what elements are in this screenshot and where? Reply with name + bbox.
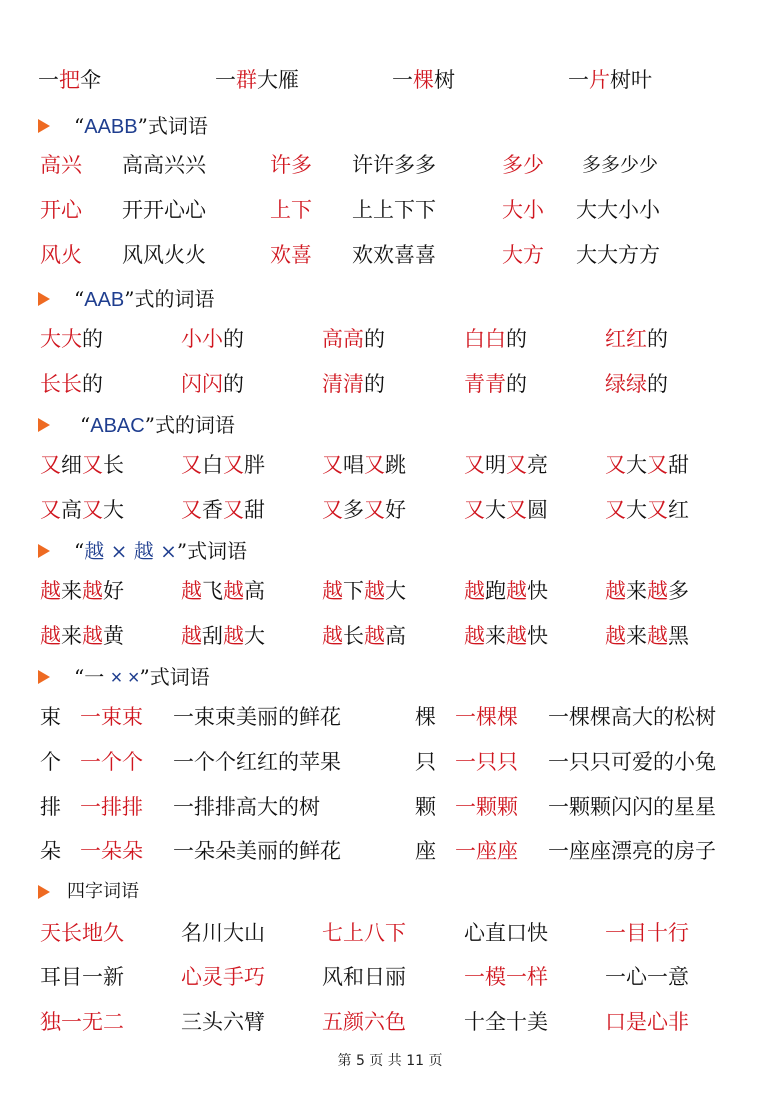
triangle-bullet-icon bbox=[38, 544, 50, 558]
aabb-row: 风火 风风火火 欢喜 欢欢喜喜 大方 大大方方 bbox=[40, 243, 660, 267]
triangle-bullet-icon bbox=[38, 292, 50, 306]
triangle-bullet-icon bbox=[38, 119, 50, 133]
yixx-row: 排 一排排 一排排高大的树 颗 一颗颗 一颗颗闪闪的星星 bbox=[40, 795, 716, 819]
section-heading-yixx: “一 × ×”式词语 bbox=[0, 663, 780, 691]
yixx-row: 个 一个个 一个个红红的苹果 只 一只只 一只只可爱的小兔 bbox=[40, 750, 716, 774]
page-number-footer: 第 5 页 共 11 页 bbox=[337, 1053, 443, 1069]
abac-row: 又高又大 又香又甜 又多又好 又大又圆 又大又红 bbox=[40, 498, 689, 522]
triangle-bullet-icon bbox=[38, 670, 50, 684]
triangle-bullet-icon bbox=[38, 885, 50, 899]
aab-row: 长长的 闪闪的 清清的 青青的 绿绿的 bbox=[40, 372, 668, 396]
aab-row: 大大的 小小的 高高的 白白的 红红的 bbox=[40, 327, 668, 351]
measure-word: 一群大雁 bbox=[215, 68, 299, 92]
measure-word: 一片树叶 bbox=[568, 68, 652, 92]
yue-row: 越来越黄 越刮越大 越长越高 越来越快 越来越黑 bbox=[40, 624, 689, 648]
measure-word: 一棵树 bbox=[392, 68, 455, 92]
section-heading-aabb: “AABB”式词语 bbox=[0, 112, 780, 140]
triangle-bullet-icon bbox=[38, 418, 50, 432]
sizi-row: 天长地久 名川大山 七上八下 心直口快 一目十行 bbox=[40, 921, 689, 945]
section-heading-abac: “ABAC”式的词语 bbox=[0, 411, 780, 439]
measure-word: 一把伞 bbox=[38, 68, 101, 92]
section-heading-aab: “AAB”式的词语 bbox=[0, 285, 780, 313]
yixx-row: 束 一束束 一束束美丽的鲜花 棵 一棵棵 一棵棵高大的松树 bbox=[40, 705, 716, 729]
measure-words-row bbox=[0, 65, 780, 95]
aabb-row: 开心 开开心心 上下 上上下下 大小 大大小小 bbox=[40, 198, 660, 222]
abac-row: 又细又长 又白又胖 又唱又跳 又明又亮 又大又甜 bbox=[40, 453, 689, 477]
yixx-row: 朵 一朵朵 一朵朵美丽的鲜花 座 一座座 一座座漂亮的房子 bbox=[40, 839, 716, 863]
aabb-row: 高兴 高高兴兴 许多 许许多多 多少 多多少少 bbox=[40, 153, 659, 177]
section-heading-sizi: 四字词语 bbox=[0, 878, 780, 906]
sizi-row: 独一无二 三头六臂 五颜六色 十全十美 口是心非 bbox=[40, 1010, 689, 1034]
sizi-row: 耳目一新 心灵手巧 风和日丽 一模一样 一心一意 bbox=[40, 965, 689, 989]
section-heading-yue: “越 × 越 ×”式词语 bbox=[0, 537, 780, 565]
yue-row: 越来越好 越飞越高 越下越大 越跑越快 越来越多 bbox=[40, 579, 689, 603]
